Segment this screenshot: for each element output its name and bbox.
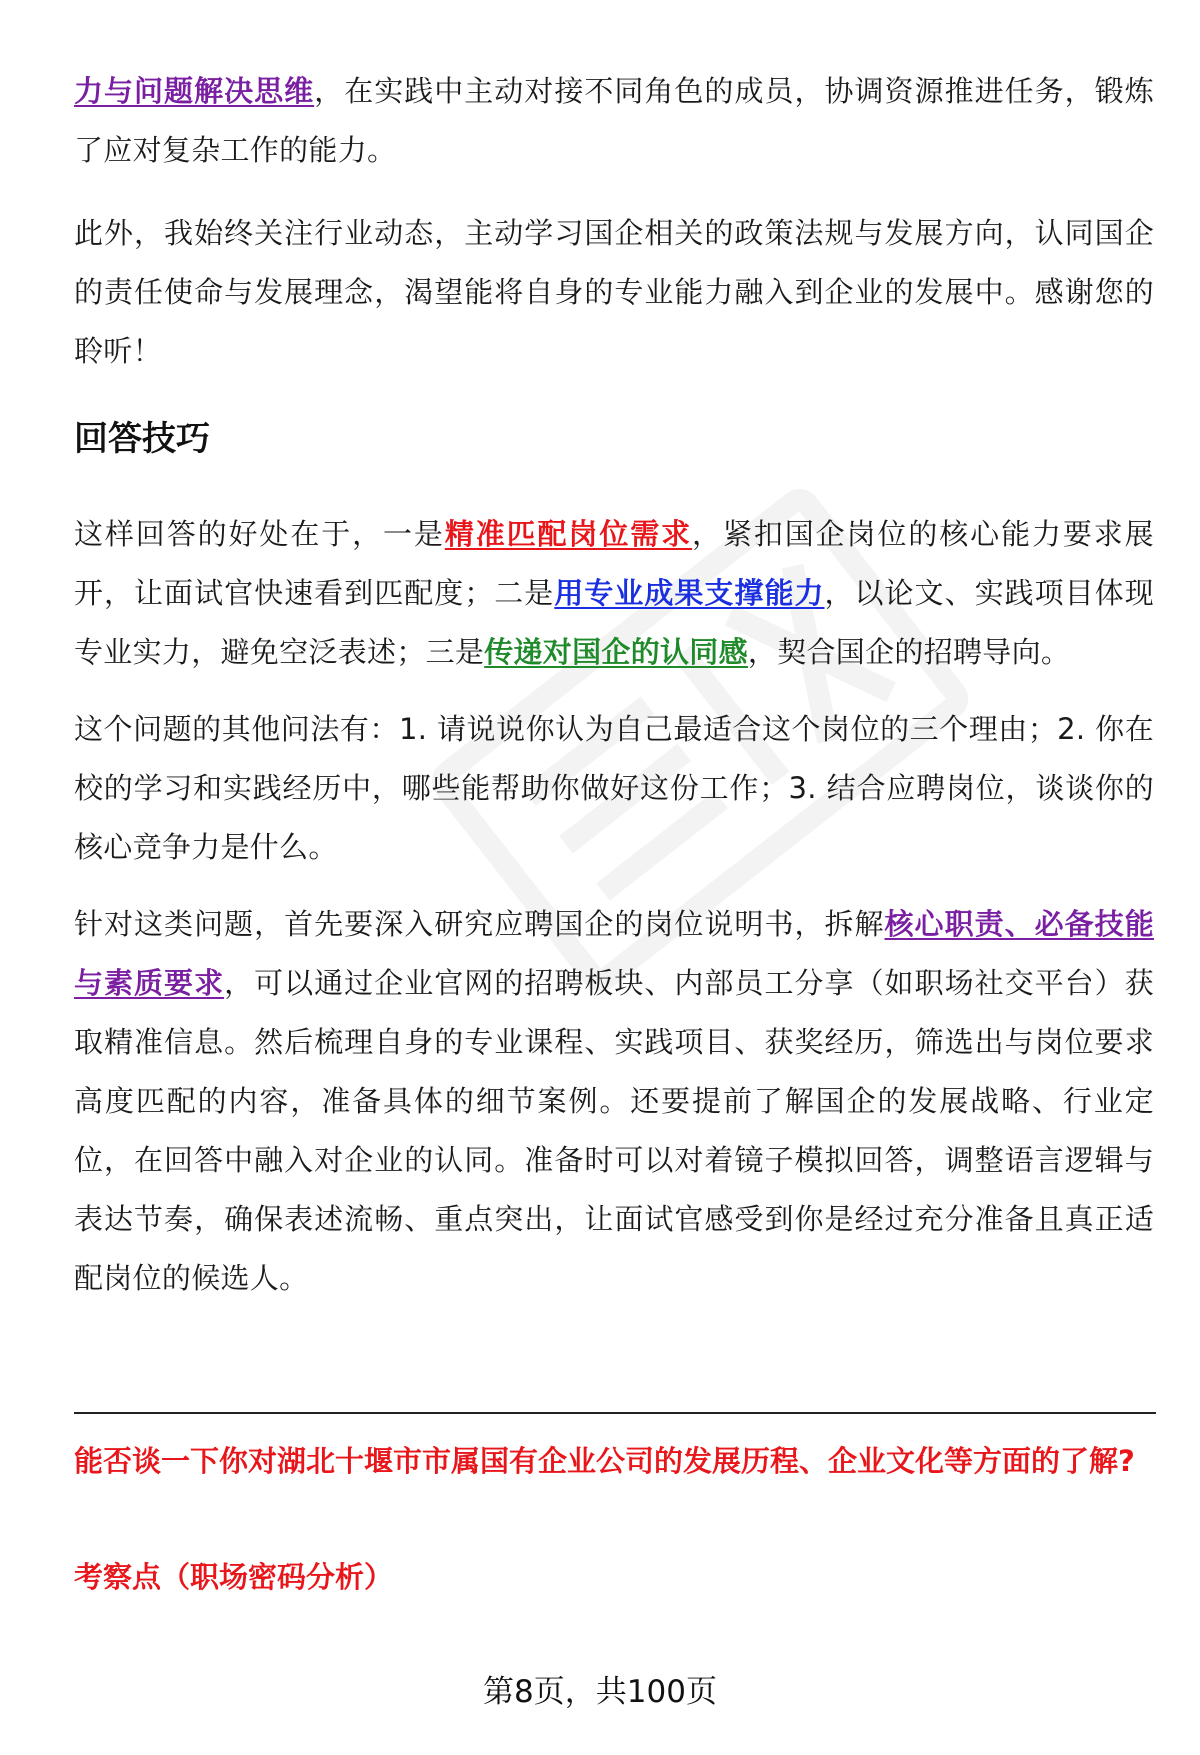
section-heading-answer-tips: 回答技巧 — [74, 419, 210, 459]
paragraph-text: 这样回答的好处在于，一是 — [74, 517, 445, 551]
interview-question: 能否谈一下你对湖北十堰市市属国有企业公司的发展历程、企业文化等方面的了解? — [74, 1444, 1135, 1478]
assessment-point-heading: 考察点（职场密码分析） — [74, 1560, 394, 1594]
emphasis-core-duties-skills: 核心职责、必备技能与素质要求 — [74, 907, 1154, 1000]
paragraph-text: ，在实践中主动对接不同角色的成员，协调资源推进任务，锻炼了应对复杂工作的能力。 — [74, 74, 1155, 167]
page-number-footer: 第8页，共100页 — [483, 1674, 717, 1710]
paragraph-text: ，紧扣国企岗位的核心能力要求展开，让面试官快速看到匹配度；二是 — [74, 517, 1154, 610]
paragraph-alternative-questions — [74, 700, 1154, 877]
paragraph-preparation-advice — [74, 895, 1154, 1308]
emphasis-soe-identification: 传递对国企的认同感 — [484, 635, 748, 669]
section-divider — [74, 1412, 1156, 1414]
emphasis-precise-match: 精准匹配岗位需求 — [444, 517, 693, 551]
main-content — [74, 62, 1154, 1308]
paragraph-text: 针对这类问题，首先要深入研究应聘国企的岗位说明书，拆解 — [74, 907, 885, 941]
emphasis-problem-solving: 力与问题解决思维 — [74, 74, 315, 108]
paragraph-text: ，契合国企的招聘导向。 — [747, 635, 1071, 669]
paragraph-text: ，可以通过企业官网的招聘板块、内部员工分享（如职场社交平台）获取精准信息。然后梳理自身的专业课程、实践项目、获奖经历，筛选出与岗位要求高度匹配的内容，准备具体的细节案例。还要提前了解国企的发展战略、行业定位，在回答中融入对企业的认同。准备时可以对着镜子模拟回答，调整语言逻辑与表达节奏，确保表述流畅、重点突出，让面试官感受到你是经过充分准备且真正适配岗位的候选人。 — [74, 966, 1154, 1295]
paragraph-answer-benefits — [74, 505, 1154, 682]
paragraph-closing-remarks — [74, 204, 1154, 381]
paragraph-practice-summary — [74, 62, 1154, 180]
paragraph-text: 此外，我始终关注行业动态，主动学习国企相关的政策法规与发展方向，认同国企的责任使命与发展理念，渴望能将自身的专业能力融入到企业的发展中。感谢您的聆听！ — [74, 216, 1154, 368]
paragraph-text: 这个问题的其他问法有：1. 请说说你认为自己最适合这个岗位的三个理由；2. 你在校的学习和实践经历中，哪些能帮助你做好这份工作；3. 结合应聘岗位，谈谈你的核心竞争力是什么。 — [74, 712, 1154, 864]
emphasis-professional-results: 用专业成果支撑能力 — [554, 576, 825, 610]
paragraph-text: ，以论文、实践项目体现专业实力，避免空泛表述；三是 — [74, 576, 1154, 669]
